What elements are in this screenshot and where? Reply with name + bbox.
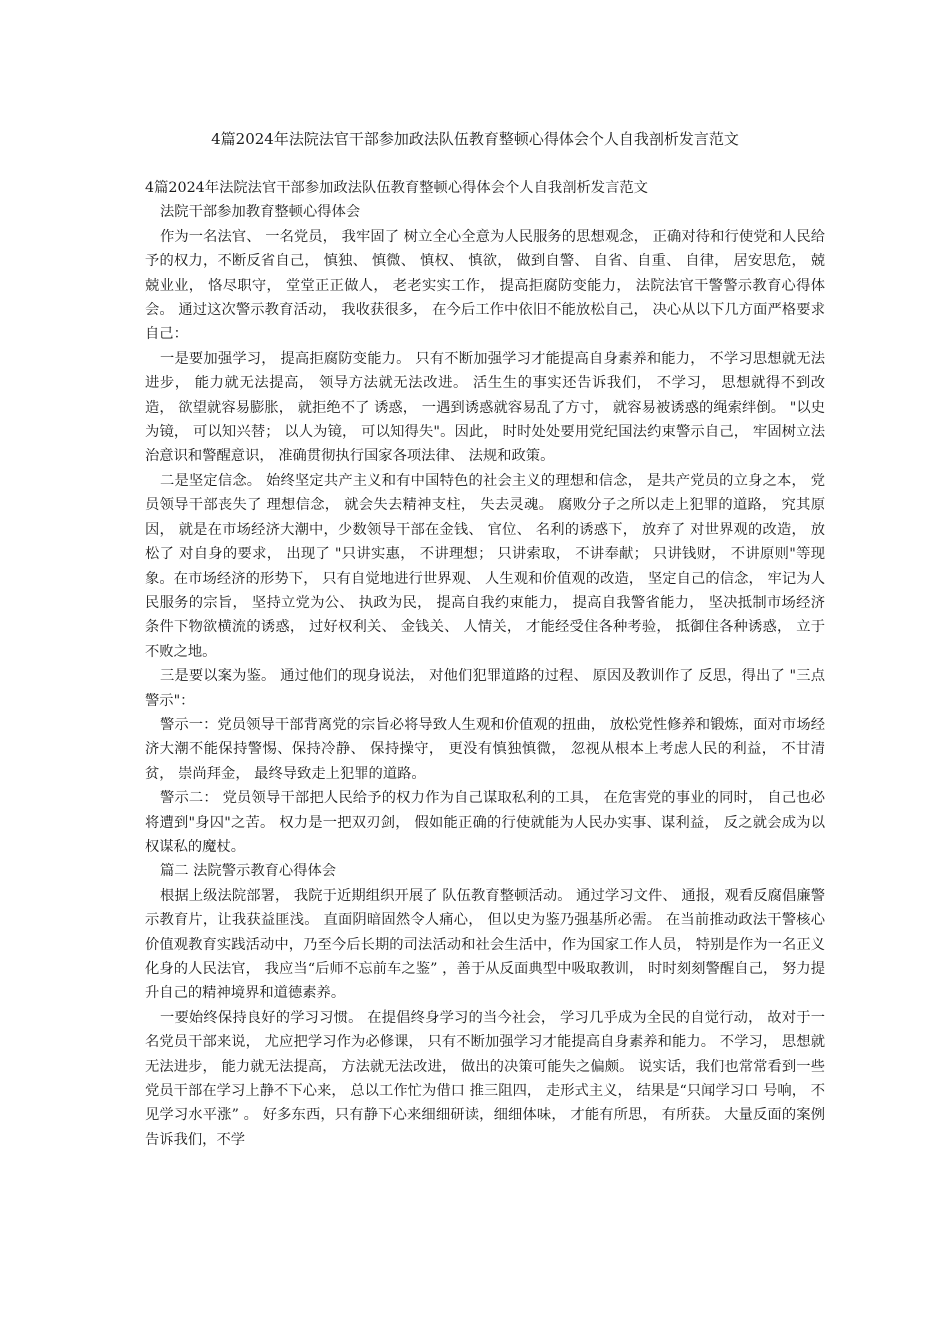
- paragraph: 警示一：党员领导干部背离党的宗旨必将导致人生观和价值观的扭曲， 放松党性修养和锻炼，面对市场经济大潮不能保持警惕、保持冷静、 保持操守， 更没有慎独慎微， 忽视从根本上考虑人民的利益， 不甘清贫， 崇尚拜金， 最终导致走上犯罪的道路。: [145, 716, 825, 782]
- paragraph: 作为一名法官、 一名党员， 我牢固了 树立全心全意为人民服务的思想观念， 正确对待和行使党和人民给予的权力，不断反省自己， 慎独、 慎微、 慎权、 慎欲， 做到自警、 自省、自重、 自律， 居安思危， 兢兢业业， 恪尽职守， 堂堂正正做人， 老老实实工作， 提高拒腐防变能力， 法院法官干警警示教育心得体会。 通过这次警示教育活动， 我收获很多， 在今后工作中依旧不能放松自己， 决心从以下几方面严格要求自己：: [145, 228, 825, 343]
- paragraph: 根据上级法院部署， 我院于近期组织开展了 队伍教育整顿活动。 通过学习文件、 通报，观看反腐倡廉警示教育片，让我获益匪浅。 直面阴暗固然令人痛心， 但以史为鉴乃强基所必需。 在当前推动政法干警核心价值观教育实践活动中，乃至今后长期的司法活动和社会生活中，作为国家工作人员， 特别是作为一名正义化身的人民法官， 我应当“后师不忘前车之鉴” ，善于从反面典型中吸取教训， 时时刻刻警醒自己， 努力提升自己的精神境界和道德素养。: [145, 887, 825, 1002]
- paragraph: 一是要加强学习， 提高拒腐防变能力。 只有不断加强学习才能提高自身素养和能力， 不学习思想就无法进步， 能力就无法提高， 领导方法就无法改进。 活生生的事实还告诉我们， 不学习， 思想就得不到改造， 欲望就容易膨胀， 就拒绝不了 诱惑， 一遇到诱惑就容易乱了方寸， 就容易被诱惑的绳索绊倒。 "以史为镜， 可以知兴替； 以人为镜， 可以知得失"。因此， 时时处处要用党纪国法约束警示自己， 牢固树立法治意识和警醒意识， 准确贯彻执行国家各项法律、 法规和政策。: [145, 350, 825, 465]
- document-body: [145, 176, 825, 1152]
- paragraph: 篇二 法院警示教育心得体会: [160, 863, 337, 880]
- paragraph: 警示二： 党员领导干部把人民给予的权力作为自己谋取私利的工具， 在危害党的事业的同时， 自己也必将遭到"身囚"之苦。 权力是一把双刃剑， 假如能正确的行使就能为人民办实事、谋利益， 反之就会成为以权谋私的魔杖。: [145, 790, 825, 855]
- paragraph: 二是坚定信念。 始终坚定共产主义和有中国特色的社会主义的理想和信念， 是共产党员的立身之本， 党员领导干部丧失了 理想信念， 就会失去精神支柱， 失去灵魂。 腐败分子之所以走上犯罪的道路， 究其原因， 就是在市场经济大潮中，少数领导干部在金钱、 官位、 名利的诱惑下， 放弃了 对世界观的改造， 放松了 对自身的要求， 出现了 "只讲实惠， 不讲理想； 只讲索取， 不讲奉献； 只讲钱财， 不讲原则"等现象。在市场经济的形势下， 只有自觉地进行世界观、 人生观和价值观的改造， 坚定自己的信念， 牢记为人民服务的宗旨， 坚持立党为公、 执政为民， 提高自我约束能力， 提高自我警省能力， 坚决抵制市场经济条件下物欲横流的诱惑， 过好权利关、 金钱关、 人情关， 才能经受住各种考验， 抵御住各种诱惑， 立于不败之地。: [145, 472, 825, 660]
- paragraph: 4篇2024年法院法官干部参加政法队伍教育整顿心得体会个人自我剖析发言范文: [145, 180, 648, 196]
- paragraph: 一要始终保持良好的学习习惯。 在提倡终身学习的当今社会， 学习几乎成为全民的自觉行动， 故对于一名党员干部来说， 尤应把学习作为必修课， 只有不断加强学习才能提高自身素养和能力。 不学习， 思想就无法进步， 能力就无法提高， 方法就无法改进， 做出的决策可能失之偏颇。 说实话，我们也常常看到一些党员干部在学习上静不下心来， 总以工作忙为借口 推三阻四， 走形式主义， 结果是“只闻学习口 号响， 不见学习水平涨” 。 好多东西，只有静下心来细细研读，细细体味， 才能有所思， 有所获。 大量反面的案例告诉我们，不学: [145, 1009, 825, 1148]
- paragraph: 法院干部参加教育整顿心得体会: [160, 204, 361, 221]
- paragraph: 三是要以案为鉴。 通过他们的现身说法， 对他们犯罪道路的过程、 原因及教训作了 反思，得出了 "三点警示"：: [145, 668, 825, 709]
- document-title: 4篇2024年法院法官干部参加政法队伍教育整顿心得体会个人自我剖析发言范文: [211, 130, 739, 148]
